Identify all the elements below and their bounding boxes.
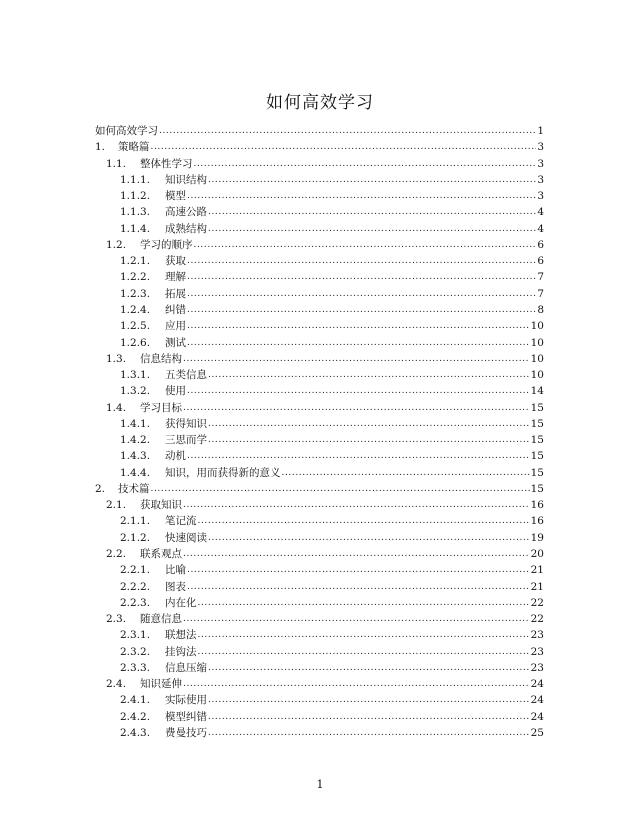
toc-entry[interactable] [120, 187, 544, 203]
toc-dot-leader [187, 580, 530, 594]
toc-dot-leader [282, 466, 530, 480]
toc-entry-number: 1.4.3. [120, 450, 151, 463]
toc-entry-label: 三思而学 [165, 434, 207, 447]
toc-dot-leader [208, 368, 530, 382]
toc-entry[interactable] [120, 268, 544, 284]
toc-dot-leader [194, 157, 537, 171]
toc-entry-label: 获得知识 [165, 417, 207, 430]
toc-entry-page: 19 [530, 531, 544, 544]
toc-entry-label: 快速阅读 [165, 531, 207, 544]
toc-entry[interactable] [120, 285, 544, 301]
toc-entry-label: 纠错 [165, 303, 186, 316]
toc-dot-leader [187, 384, 530, 398]
toc-entry-label: 使用 [165, 385, 186, 398]
toc-entry-number: 1.2.6. [120, 336, 151, 349]
toc-entry-page: 10 [530, 320, 544, 333]
toc-entry-number: 1.3.2. [120, 385, 151, 398]
toc-dot-leader [183, 677, 530, 691]
toc-entry[interactable] [120, 512, 544, 528]
toc-entry[interactable] [120, 578, 544, 594]
toc-dot-leader [187, 189, 536, 203]
toc-dot-leader [187, 319, 530, 333]
toc-entry[interactable] [120, 708, 544, 724]
toc-entry-label: 技术篇 [118, 482, 150, 495]
toc-dot-leader [151, 140, 537, 154]
toc-entry-page: 24 [530, 694, 544, 707]
toc-entry[interactable] [120, 171, 544, 187]
toc-entry[interactable] [120, 659, 544, 675]
toc-entry-page: 3 [537, 157, 544, 170]
toc-entry-page: 15 [530, 482, 544, 495]
toc-dot-leader [208, 205, 536, 219]
toc-entry-label: 比喻 [165, 564, 186, 577]
toc-dot-leader [187, 563, 530, 577]
toc-entry-number: 2.2.1. [120, 564, 151, 577]
toc-entry-label: 动机 [165, 450, 186, 463]
toc-entry[interactable] [120, 203, 544, 219]
toc-entry-label: 知识，用而获得新的意义 [165, 466, 281, 479]
toc-entry[interactable] [95, 138, 544, 154]
page-number: 1 [316, 778, 324, 791]
toc-entry-page: 10 [530, 336, 544, 349]
toc-entry-label: 图表 [165, 580, 186, 593]
toc-entry-page: 22 [530, 613, 544, 626]
toc-entry-label: 如何高效学习 [95, 125, 158, 137]
toc-entry-label: 应用 [165, 320, 186, 333]
toc-dot-leader [183, 352, 530, 366]
toc-entry-label: 信息结构 [140, 352, 182, 365]
toc-entry-label: 测试 [165, 336, 186, 349]
toc-dot-leader [187, 270, 536, 284]
toc-dot-leader [208, 726, 530, 740]
toc-entry-label: 模型纠错 [165, 710, 207, 723]
toc-entry-label: 笔记流 [165, 515, 197, 528]
toc-entry-number: 1.1.4. [120, 222, 151, 235]
document-title: 如何高效学习 [266, 93, 374, 113]
toc-dot-leader [208, 531, 530, 545]
toc-entry-number: 1.2.3. [120, 287, 151, 300]
toc-entry[interactable] [120, 691, 544, 707]
toc-entry-label: 学习目标 [140, 401, 182, 414]
toc-entry[interactable] [120, 301, 544, 317]
toc-dot-leader [187, 287, 536, 301]
toc-entry-number: 1.3.1. [120, 369, 151, 382]
toc-entry-page: 23 [530, 661, 544, 674]
toc-dot-leader [183, 401, 530, 415]
toc-dot-leader [198, 645, 530, 659]
toc-dot-leader [198, 514, 530, 528]
toc-dot-leader [208, 661, 530, 675]
toc-dot-leader [183, 498, 530, 512]
toc-entry[interactable] [120, 643, 544, 659]
toc-entry-page: 4 [537, 222, 544, 235]
toc-entry-number: 2.1.2. [120, 531, 151, 544]
toc-entry-page: 8 [537, 303, 544, 316]
toc-dot-leader [183, 612, 530, 626]
toc-entry-number: 2.4.3. [120, 726, 151, 739]
toc-entry[interactable] [120, 220, 544, 236]
toc-dot-leader [208, 417, 530, 431]
toc-entry-label: 高速公路 [165, 206, 207, 219]
toc-entry[interactable] [106, 496, 544, 512]
toc-entry-number: 1.2. [106, 238, 127, 251]
toc-entry-label: 成熟结构 [165, 222, 207, 235]
toc-entry-page: 24 [530, 710, 544, 723]
toc-dot-leader [208, 222, 536, 236]
toc-dot-leader [208, 433, 530, 447]
toc-entry[interactable] [95, 480, 544, 496]
toc-entry-label: 费曼技巧 [165, 726, 207, 739]
toc-dot-leader [194, 238, 537, 252]
toc-entry-label: 联想法 [165, 629, 197, 642]
toc-entry-page: 3 [537, 173, 544, 186]
toc-entry-page: 21 [530, 564, 544, 577]
toc-entry[interactable] [106, 545, 544, 561]
toc-entry-page: 10 [530, 352, 544, 365]
toc-entry[interactable] [120, 464, 544, 480]
toc-entry[interactable] [120, 431, 544, 447]
toc-entry[interactable] [95, 122, 544, 138]
toc-entry-page: 15 [530, 401, 544, 414]
toc-entry[interactable] [120, 317, 544, 333]
toc-entry-page: 22 [530, 596, 544, 609]
toc-entry-number: 2.4. [106, 678, 127, 691]
toc-dot-leader [198, 628, 530, 642]
toc-entry[interactable] [106, 675, 544, 691]
toc-entry[interactable] [120, 724, 544, 740]
toc-entry[interactable] [106, 399, 544, 415]
toc-entry-number: 2.3.1. [120, 629, 151, 642]
toc-dot-leader [151, 482, 530, 496]
toc-entry-page: 3 [537, 190, 544, 203]
toc-entry-number: 2.2. [106, 548, 127, 561]
toc-entry-number: 1.4.1. [120, 417, 151, 430]
toc-entry-label: 获取 [165, 255, 186, 268]
toc-entry-number: 2.3.3. [120, 661, 151, 674]
toc-entry-number: 2.1. [106, 499, 127, 512]
toc-entry-page: 15 [530, 466, 544, 479]
toc-entry-number: 1.1.3. [120, 206, 151, 219]
toc-entry[interactable] [120, 382, 544, 398]
toc-entry-label: 五类信息 [165, 369, 207, 382]
toc-entry-page: 7 [537, 287, 544, 300]
toc-entry-page: 1 [537, 125, 544, 137]
toc-entry-number: 1.4.4. [120, 466, 151, 479]
toc-entry-page: 10 [530, 369, 544, 382]
toc-entry-page: 15 [530, 450, 544, 463]
toc-dot-leader [187, 254, 536, 268]
toc-dot-leader [187, 449, 530, 463]
toc-entry-page: 16 [530, 515, 544, 528]
toc-entry-number: 2.2.3. [120, 596, 151, 609]
toc-entry-number: 2.3.2. [120, 645, 151, 658]
toc-entry-number: 2.2.2. [120, 580, 151, 593]
toc-dot-leader [198, 596, 530, 610]
toc-entry-number: 1.1. [106, 157, 127, 170]
toc-entry[interactable] [120, 366, 544, 382]
toc-entry-page: 23 [530, 645, 544, 658]
toc-entry-number: 1.4.2. [120, 434, 151, 447]
toc-dot-leader [208, 710, 530, 724]
toc-entry-number: 1. [95, 141, 106, 154]
toc-entry-page: 4 [537, 206, 544, 219]
toc-entry-page: 6 [537, 238, 544, 251]
toc-dot-leader [159, 124, 536, 138]
toc-entry-number: 1.2.2. [120, 271, 151, 284]
toc-entry[interactable] [106, 350, 544, 366]
toc-entry-page: 16 [530, 499, 544, 512]
toc-entry-page: 23 [530, 629, 544, 642]
toc-entry-label: 随意信息 [140, 613, 182, 626]
toc-entry[interactable] [106, 236, 544, 252]
toc-entry-page: 15 [530, 434, 544, 447]
toc-entry[interactable] [120, 561, 544, 577]
toc-entry-number: 1.1.2. [120, 190, 151, 203]
toc-entry-label: 策略篇 [118, 141, 150, 154]
toc-entry-page: 6 [537, 255, 544, 268]
toc-dot-leader [208, 693, 530, 707]
toc-entry-page: 21 [530, 580, 544, 593]
toc-entry[interactable] [106, 610, 544, 626]
toc-entry-page: 20 [530, 548, 544, 561]
toc-entry-label: 知识延伸 [140, 678, 182, 691]
toc-entry-number: 2.4.2. [120, 710, 151, 723]
toc-entry-number: 2.3. [106, 613, 127, 626]
toc-entry[interactable] [106, 155, 544, 171]
toc-entry[interactable] [120, 529, 544, 545]
toc-entry-label: 模型 [165, 190, 186, 203]
toc-entry-number: 1.4. [106, 401, 127, 414]
toc-entry-label: 内在化 [165, 596, 197, 609]
toc-entry-page: 7 [537, 271, 544, 284]
toc-entry-label: 信息压缩 [165, 661, 207, 674]
toc-entry-label: 拓展 [165, 287, 186, 300]
toc-dot-leader [208, 173, 536, 187]
toc-entry-label: 整体性学习 [140, 157, 193, 170]
toc-entry-number: 1.2.4. [120, 303, 151, 316]
toc-entry[interactable] [120, 252, 544, 268]
toc-entry-page: 15 [530, 417, 544, 430]
toc-entry-label: 联系观点 [140, 548, 182, 561]
toc-entry-number: 1.3. [106, 352, 127, 365]
toc-dot-leader [187, 336, 530, 350]
toc-entry-label: 挂钩法 [165, 645, 197, 658]
toc-entry-page: 25 [530, 726, 544, 739]
toc-entry-label: 理解 [165, 271, 186, 284]
toc-dot-leader [183, 547, 530, 561]
toc-entry-label: 获取知识 [140, 499, 182, 512]
toc-entry-label: 学习的顺序 [140, 238, 193, 251]
toc-entry[interactable] [120, 415, 544, 431]
toc-entry-label: 知识结构 [165, 173, 207, 186]
toc-entry-page: 24 [530, 678, 544, 691]
toc-entry-number: 2.4.1. [120, 694, 151, 707]
toc-entry-number: 2.1.1. [120, 515, 151, 528]
toc-entry[interactable] [120, 447, 544, 463]
toc-entry-number: 1.2.1. [120, 255, 151, 268]
toc-entry-number: 1.2.5. [120, 320, 151, 333]
toc-entry-label: 实际使用 [165, 694, 207, 707]
toc-entry[interactable] [120, 626, 544, 642]
toc-dot-leader [187, 303, 536, 317]
toc-entry[interactable] [120, 334, 544, 350]
toc-entry[interactable] [120, 594, 544, 610]
toc-entry-number: 1.1.1. [120, 173, 151, 186]
toc-entry-page: 3 [537, 141, 544, 154]
toc-entry-number: 2. [95, 482, 106, 495]
toc-entry-page: 14 [530, 385, 544, 398]
